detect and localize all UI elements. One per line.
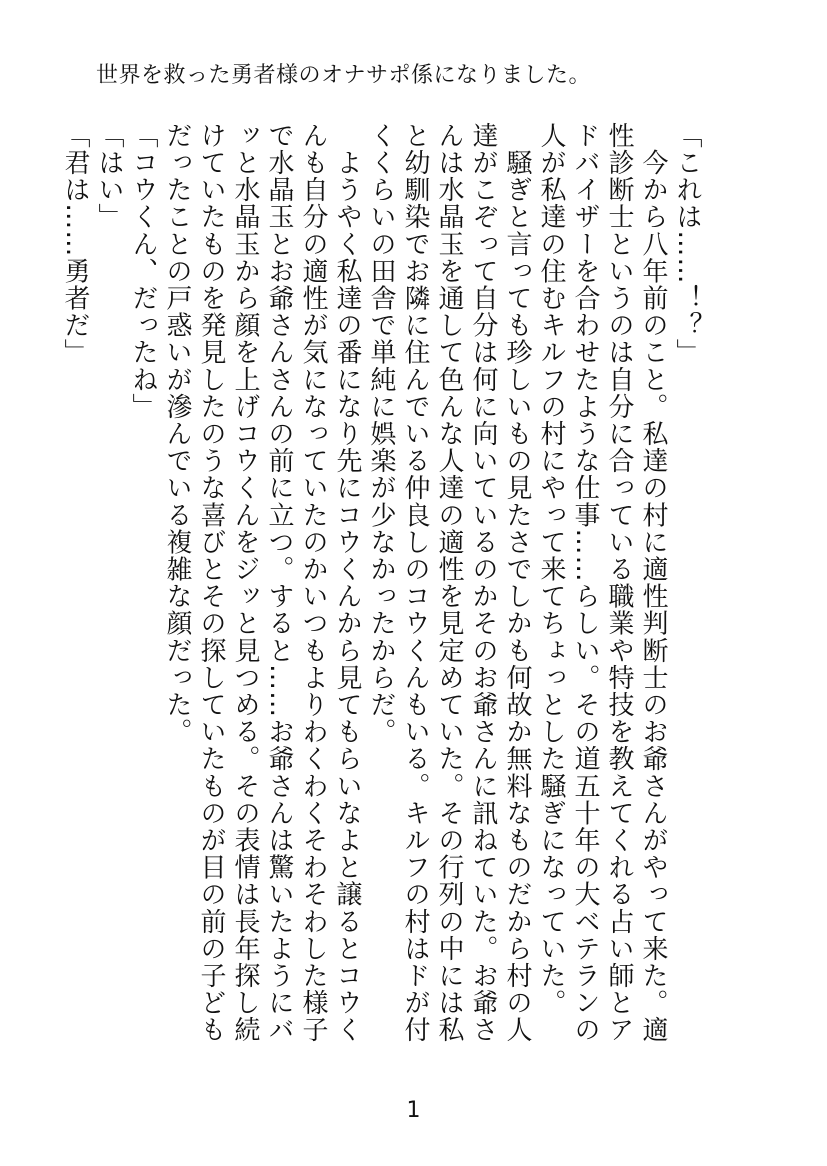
paragraph: 今から八年前のこと。私達の村に適性判断士のお爺さんがやって来た。適性診断士というのは自分に合っている職業や特技を教えてくれる占い師とアドバイザーを合わせたような仕事……らしい。その道五十年の大ベテランの人が私達の住むキルフの村にやって来てちょっとした騒ぎになっていた。: [536, 122, 668, 1044]
running-title: 世界を救った勇者様のオナサポ係になりました。: [96, 63, 592, 88]
paragraph: 騒ぎと言っても珍しいもの見たさでしかも何故か無料なものだから村の人達がこぞって自分は何に向いているのかそのお爺さんに訊ねていた。お爺さんは水晶玉を通して色んな人達の適性を見定めていた。その行列の中には私と幼馴染でお隣に住んでいる仲良しのコウくんもいる。キルフの村はドが付くくらいの田舎で単純に娯楽が少なかったからだ。: [366, 122, 532, 1044]
paragraph: ようやく私達の番になり先にコウくんから見てもらいなよと譲るとコウくんも自分の適性が気になっていたのかいつもよりわくわくそわそわした様子で水晶玉とお爺さんさんの前に立つ。すると……お爺さんは驚いたようにバッと水晶玉から顔を上げコウくんをジッと見つめる。その表情は長年探し続けていたものを発見したのうな喜びとその探していたものが目の前の子どもだったことの戸惑いが滲んでいる複雑な顔だった。: [162, 122, 362, 1044]
paragraph: 「これは……！？」: [672, 122, 702, 366]
vertical-body-text: [60, 122, 704, 1057]
dialogue-line: 「君は……勇者だ」: [60, 122, 90, 366]
page-number: 1: [406, 1098, 421, 1123]
dialogue-line: 「コウくん、だったね」: [128, 122, 158, 421]
dialogue-line: 「はい」: [94, 122, 124, 231]
